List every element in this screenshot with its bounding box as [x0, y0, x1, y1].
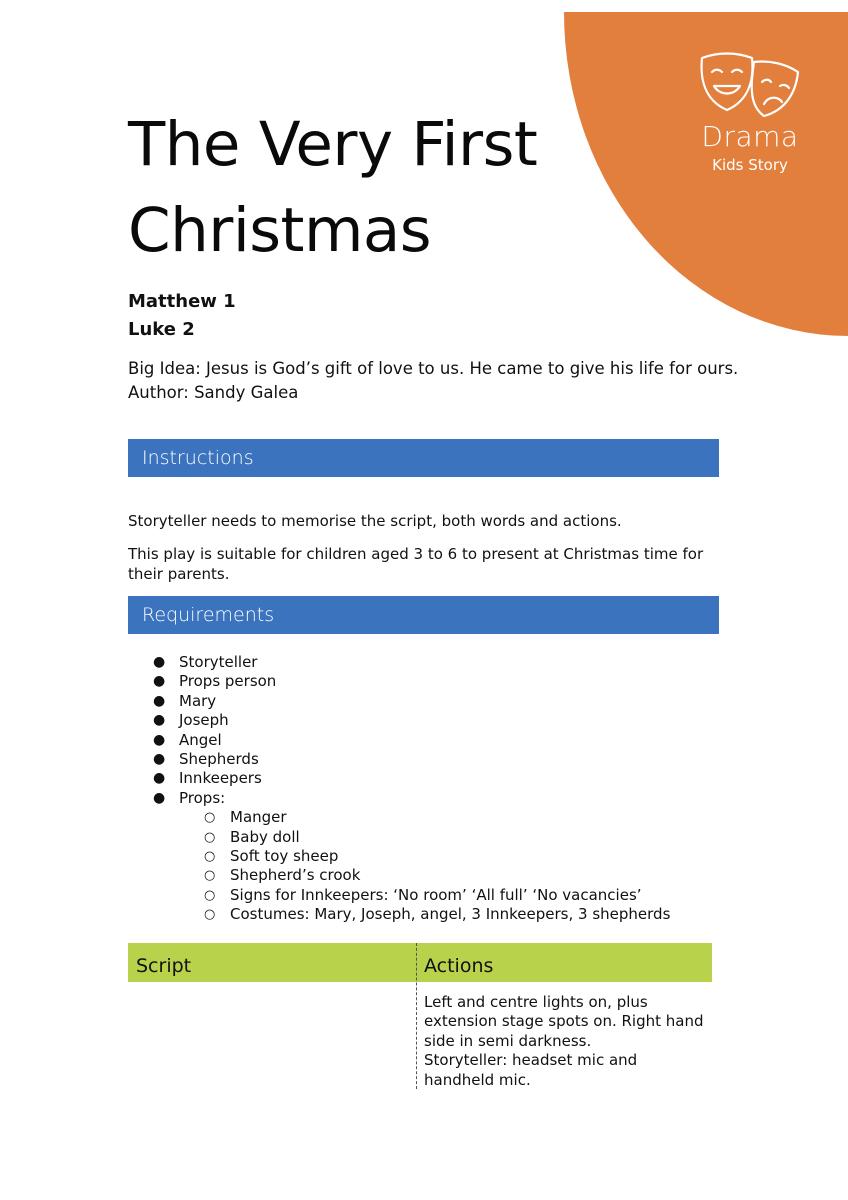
- circle-bullet-icon: ○: [204, 848, 216, 864]
- bullet-icon: ●: [153, 712, 166, 729]
- bullet-icon: ●: [153, 654, 166, 670]
- table-header-actions: Actions: [424, 955, 494, 977]
- bullet-icon: ●: [153, 673, 166, 690]
- list-item: [128, 789, 670, 808]
- circle-bullet-icon: ○: [204, 829, 216, 845]
- list-item: [128, 886, 670, 905]
- theatre-masks-icon: [698, 48, 800, 120]
- author-text: Author: Sandy Galea: [128, 383, 299, 402]
- circle-bullet-icon: ○: [204, 907, 216, 923]
- list-item-label: Manger: [230, 808, 287, 827]
- list-item-label: Shepherds: [179, 749, 259, 768]
- list-item: [128, 847, 670, 866]
- bullet-icon: ●: [153, 731, 166, 748]
- scripture-reference: Luke 2: [128, 319, 195, 340]
- list-item-label: Baby doll: [230, 827, 300, 846]
- list-item: [128, 653, 670, 672]
- list-item-label: Storyteller: [179, 653, 258, 671]
- list-item-label: Soft toy sheep: [230, 846, 339, 865]
- bullet-icon: ●: [153, 750, 166, 767]
- badge-title: Drama: [701, 120, 799, 153]
- scripture-reference: Matthew 1: [128, 291, 236, 312]
- list-item-label: Props:: [179, 788, 226, 807]
- bullet-icon: ●: [153, 692, 166, 709]
- instructions-paragraph: This play is suitable for children aged 3 to 6 to present at Christmas time for their parents.: [128, 545, 704, 583]
- table-header-script: Script: [136, 955, 192, 977]
- props-sublist-container: [128, 808, 670, 924]
- list-item: [128, 672, 670, 691]
- badge-subtitle: Kids Story: [712, 156, 788, 174]
- list-item-label: Mary: [179, 691, 217, 710]
- list-item: [128, 731, 670, 750]
- list-item: [128, 905, 670, 924]
- circle-bullet-icon: ○: [204, 810, 216, 826]
- circle-bullet-icon: ○: [204, 887, 216, 903]
- list-item: [128, 692, 670, 711]
- big-idea-text: Big Idea: Jesus is God’s gift of love to us. He came to give his life for ours.: [128, 359, 739, 378]
- props-list: [128, 808, 670, 924]
- table-cell-actions: Left and centre lights on, plus extension stage spots on. Right hand side in semi darkness. Storyteller: headset mic and handheld mic.: [424, 993, 704, 1089]
- table-column-divider: [416, 943, 417, 1089]
- document-title: The Very First Christmas: [128, 109, 538, 266]
- list-item: [128, 750, 670, 769]
- list-item: [128, 711, 670, 730]
- list-item: [128, 866, 670, 885]
- list-item: [128, 769, 670, 788]
- list-item: [128, 828, 670, 847]
- requirements-list: [128, 653, 670, 924]
- bullet-icon: ●: [153, 770, 166, 787]
- list-item-label: Costumes: Mary, Joseph, angel, 3 Innkeepers, 3 shepherds: [230, 905, 671, 924]
- list-item: [128, 808, 670, 827]
- instructions-paragraph: Storyteller needs to memorise the script, both words and actions.: [128, 512, 622, 530]
- list-item-label: Angel: [179, 730, 222, 749]
- bullet-icon: ●: [153, 789, 166, 806]
- circle-bullet-icon: ○: [204, 868, 216, 884]
- requirements-heading: Requirements: [128, 596, 719, 634]
- list-item-label: Props person: [179, 672, 277, 691]
- table-header-row: [128, 943, 712, 982]
- list-item-label: Shepherd’s crook: [230, 866, 361, 885]
- list-item-label: Signs for Innkeepers: ‘No room’ ‘All full’ ‘No vacancies’: [230, 885, 642, 904]
- list-item-label: Innkeepers: [179, 769, 262, 788]
- instructions-heading: Instructions: [128, 439, 719, 477]
- list-item-label: Joseph: [179, 711, 229, 730]
